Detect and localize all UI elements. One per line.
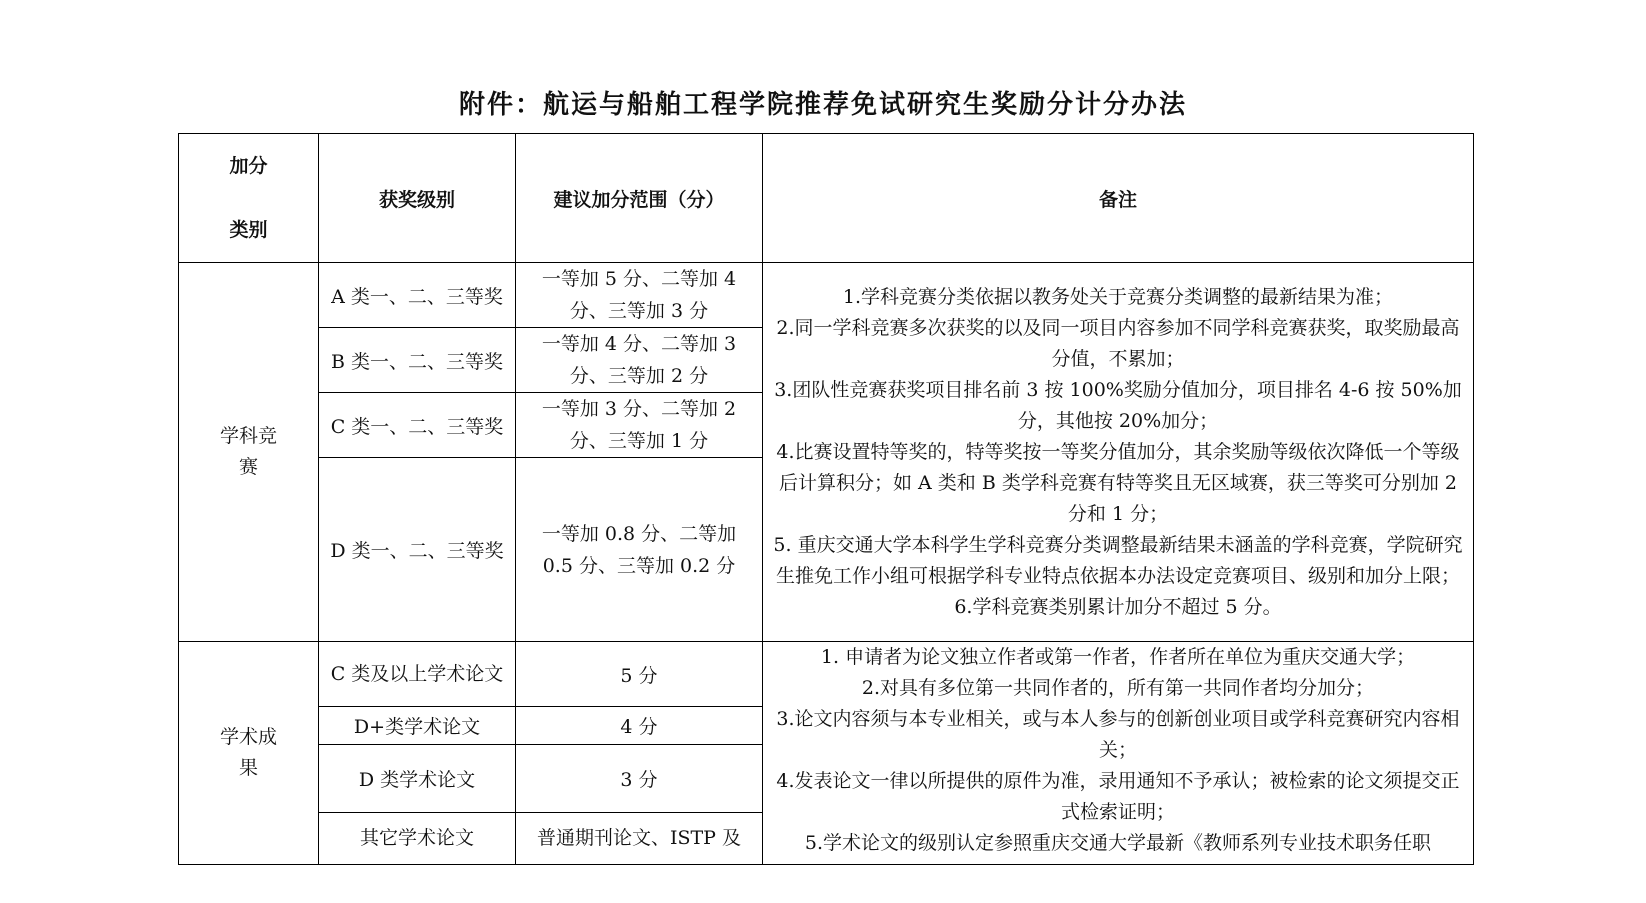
level-cell: D 类一、二、三等奖	[319, 458, 516, 642]
note-line: 5.学术论文的级别认定参照重庆交通大学最新《教师系列专业技术职务任职	[804, 832, 1432, 854]
level-cell: A 类一、二、三等奖	[319, 263, 516, 328]
award-score-table	[178, 133, 1474, 865]
range-cell: 5 分	[516, 642, 763, 707]
header-category-line2: 类别	[229, 219, 268, 241]
range-cell: 普通期刊论文、ISTP 及	[516, 813, 763, 865]
header-category-line1: 加分	[229, 155, 268, 177]
range-cell: 一等加 3 分、二等加 2 分、三等加 1 分	[516, 393, 763, 458]
category-label-academic: 学术成果	[219, 726, 277, 779]
note-line: 6.学科竞赛类别累计加分不超过 5 分。	[954, 595, 1282, 618]
header-range: 建议加分范围（分）	[516, 134, 763, 263]
category-cell-academic	[179, 642, 319, 865]
note-line: 4.发表论文一律以所提供的原件为准，录用通知不予承认；被检索的论文须提交正式检索证明；	[776, 770, 1460, 823]
category-cell-competition	[179, 263, 319, 642]
note-line: 2.同一学科竞赛多次获奖的以及同一项目内容参加不同学科竞赛获奖，取奖励最高分值，不累加；	[776, 316, 1460, 370]
level-cell: C 类一、二、三等奖	[319, 393, 516, 458]
note-line: 3.团队性竞赛获奖项目排名前 3 按 100%奖励分值加分，项目排名 4-6 按 50%加分，其他按 20%加分；	[774, 378, 1462, 432]
notes-clip	[771, 642, 1465, 864]
range-cell: 一等加 5 分、二等加 4 分、三等加 3 分	[516, 263, 763, 328]
note-line: 2.对具有多位第一共同作者的，所有第一共同作者均分加分；	[861, 677, 1375, 699]
level-cell: D+类学术论文	[319, 707, 516, 745]
level-cell: D 类学术论文	[319, 744, 516, 812]
range-cell: 4 分	[516, 707, 763, 745]
document-title: 附件：航运与船舶工程学院推荐免试研究生奖励分计分办法	[458, 90, 1187, 120]
range-cell: 一等加 0.8 分、二等加 0.5 分、三等加 0.2 分	[516, 458, 763, 642]
level-cell: 其它学术论文	[319, 813, 516, 865]
table-row	[179, 642, 1474, 707]
note-line: 3.论文内容须与本专业相关，或与本人参与的创新创业项目或学科竞赛研究内容相关；	[776, 708, 1460, 761]
level-cell: B 类一、二、三等奖	[319, 328, 516, 393]
table-header-row	[179, 134, 1474, 263]
level-cell: C 类及以上学术论文	[319, 642, 516, 707]
header-notes: 备注	[763, 134, 1474, 263]
category-label-competition: 学科竞赛	[219, 425, 277, 478]
range-cell: 一等加 4 分、二等加 3 分、三等加 2 分	[516, 328, 763, 393]
notes-cell-academic	[763, 642, 1474, 865]
table-row	[179, 263, 1474, 328]
note-line: 5. 重庆交通大学本科学生学科竞赛分类调整最新结果未涵盖的学科竞赛，学院研究生推免工作小组可根据学科专业特点依据本办法设定竞赛项目、级别和加分上限；	[773, 533, 1463, 587]
note-line: 1.学科竞赛分类依据以教务处关于竞赛分类调整的最新结果为准；	[842, 285, 1394, 308]
note-line: 1. 申请者为论文独立作者或第一作者，作者所在单位为重庆交通大学；	[820, 646, 1416, 668]
range-cell: 3 分	[516, 744, 763, 812]
notes-cell-competition	[763, 263, 1474, 642]
note-line: 4.比赛设置特等奖的，特等奖按一等奖分值加分，其余奖励等级依次降低一个等级后计算积分；如 A 类和 B 类学科竞赛有特等奖且无区域赛，获三等奖可分别加 2 分和 1 分；	[776, 440, 1460, 525]
header-category	[179, 134, 319, 263]
header-level: 获奖级别	[319, 134, 516, 263]
